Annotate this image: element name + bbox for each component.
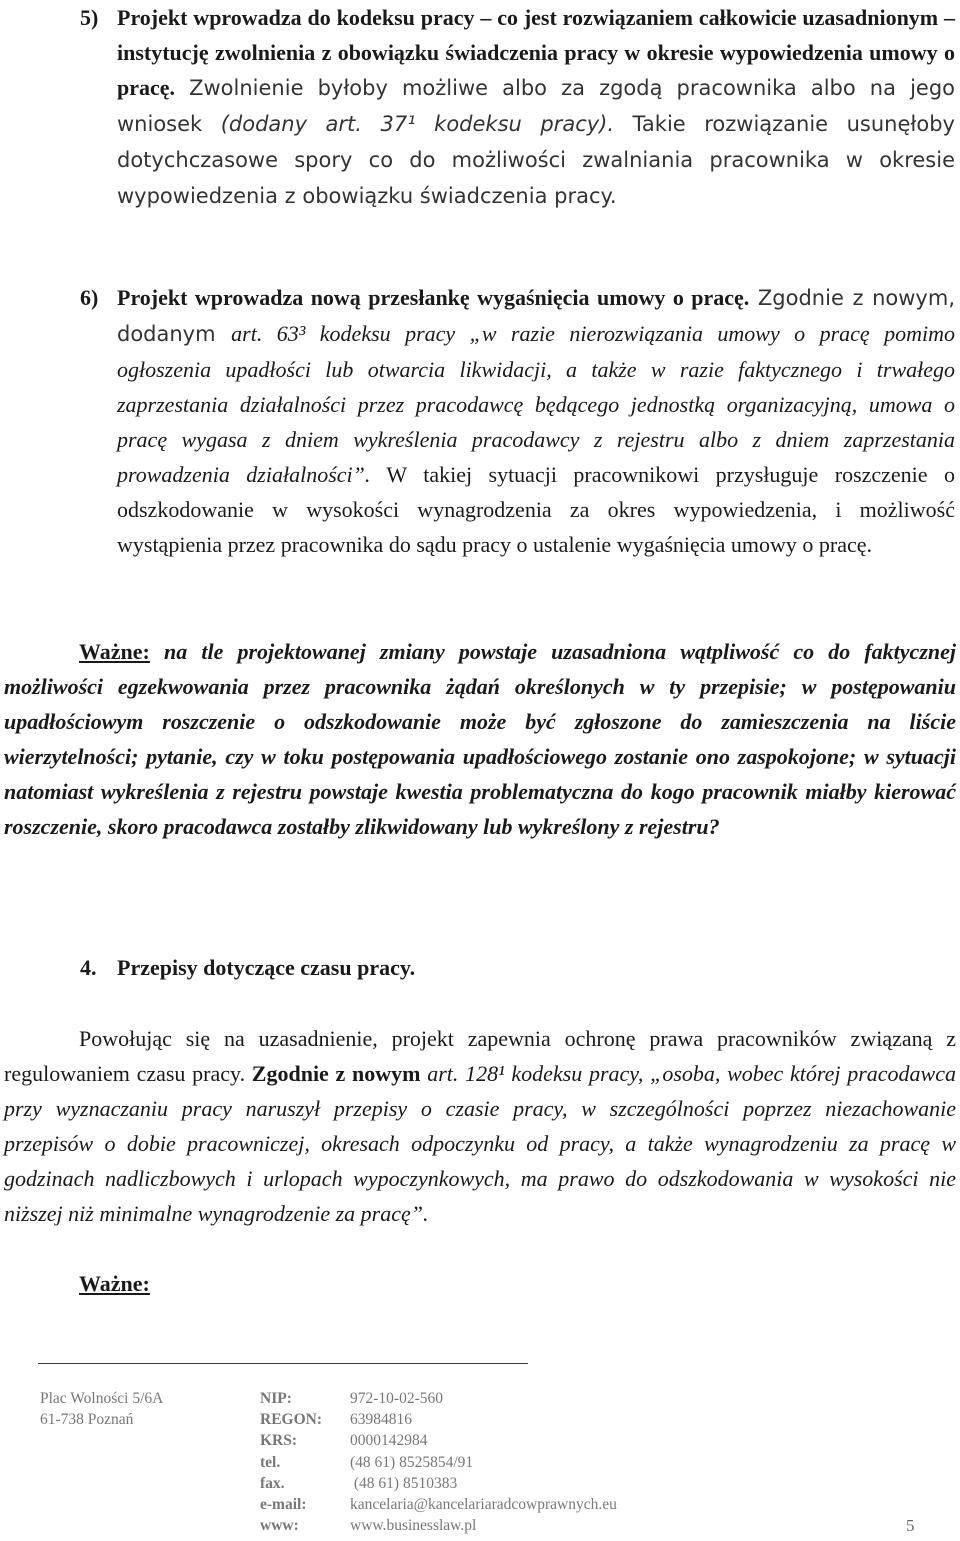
section-4-bold-text: Zgodnie z nowym: [245, 1061, 421, 1086]
item-5-paragraph: [117, 0, 955, 214]
important-note-1-text: na tle projektowanej zmiany powstaje uzasadniona wątpliwość co do faktycznej możliwości egzekwowania przez pracownika żądań określonych w ty przepisie; w postępowaniu upadłościowym roszczenie o odszkodowanie może być zgłoszone do zamieszczenia na liście wierzytelności; pytanie, czy w toku postępowania upadłościowego zostanie ono zaspokojone; w sytuacji natomiast wykreślenia z rejestru powstaje kwestia problematyczna do kogo pracownik miałby kierować roszczenie, skoro pracodawca zostałby zlikwidowany lub wykreślony z rejestru?: [4, 639, 956, 839]
footer-value-tel: (48 61) 8525854/91: [350, 1453, 474, 1471]
item-6-bold-text: Projekt wprowadza nową przesłankę wygaśnięcia umowy o pracę.: [117, 285, 750, 310]
important-label-1: Ważne:: [79, 639, 150, 664]
section-4-quote: art. 128¹ kodeksu pracy, „osoba, wobec której pracodawca przy wyznaczaniu pracy naruszył przepisy o czasie pracy, w szczególności poprzez niezachowanie przepisów o dobie pracowniczej, okresach odpoczynku od pracy, a także wynagrodzeniu za pracę w godzinach nadliczbowych i urlopach wypoczynkowych, ma prawo do odszkodowania w wysokości nie niższej niż minimalne wynagrodzenie za pracę”.: [4, 1061, 956, 1226]
item-6-text: Zgodnie z nowym, dodanym: [117, 286, 955, 346]
footer-label-www: www:: [260, 1517, 299, 1535]
item-5-text-continued: Takie rozwiązanie usunęłoby dotychczasowe spory co do możliwości zwalniania pracownika w okresie wypowiedzenia z obowiązku świadczenia pracy.: [117, 112, 955, 208]
item-6-paragraph: [117, 280, 955, 562]
important-note-2: [4, 1266, 956, 1301]
section-4-title: Przepisy dotyczące czasu pracy.: [117, 955, 416, 980]
footer-label-krs: KRS:: [260, 1432, 298, 1450]
footer-value-nip: 972-10-02-560: [350, 1390, 443, 1407]
footer-value-fax: (48 61) 8510383: [350, 1474, 458, 1492]
footer-value-www[interactable]: www.businesslaw.pl: [350, 1517, 477, 1535]
footer-value-krs: 0000142984: [350, 1432, 428, 1450]
footer-values: [350, 1388, 617, 1536]
item-5-article-ref: (dodany art. 37¹ kodeksu pracy).: [220, 112, 615, 136]
footer-address-line-2: 61-738 Poznań: [40, 1411, 134, 1429]
section-4-number: 4.: [80, 955, 97, 980]
footer-labels: [260, 1388, 322, 1536]
important-label-2: Ważne:: [79, 1271, 150, 1296]
item-6-number: 6): [80, 285, 99, 310]
footer-address-line-1: Plac Wolności 5/6A: [40, 1390, 164, 1407]
item-6-text-continued: W takiej sytuacji pracownikowi przysługuje roszczenie o odszkodowanie w wysokości wynagrodzenia za okres wypowiedzenia, i możliwość wystąpienia przez pracownika do sądu pracy o ustalenie wygaśnięcia umowy o pracę.: [117, 462, 955, 557]
item-5-text: Zwolnienie byłoby możliwe albo za zgodą pracownika albo na jego wniosek: [117, 76, 955, 136]
important-note-1: [4, 634, 956, 844]
footer-value-email[interactable]: kancelaria@kancelariaradcowprawnych.eu: [350, 1496, 617, 1514]
item-5-bold-text: Projekt wprowadza do kodeksu pracy – co jest rozwiązaniem całkowicie uzasadnionym – instytucję zwolnienia z obowiązku świadczenia pracy w okresie wypowiedzenia umowy o pracę.: [117, 5, 955, 100]
footer-address: [40, 1388, 163, 1430]
footer-label-regon: REGON:: [260, 1411, 322, 1429]
section-4-paragraph: [4, 1021, 956, 1231]
item-5-number: 5): [80, 5, 99, 30]
item-6-quote: art. 63³ kodeksu pracy „w razie nierozwiązania umowy o pracę pomimo ogłoszenia upadłości lub otwarcia likwidacji, a także w razie faktycznego i trwałego zaprzestania działalności przez pracodawcę będącego jednostką organizacyjną, umowa o pracę wygasa z dniem wykreślenia pracodawcy z rejestru albo z dniem zaprzestania prowadzenia działalności”.: [117, 321, 955, 487]
page-number: 5: [906, 1516, 915, 1535]
footer-label-email: e-mail:: [260, 1496, 307, 1514]
footer-label-fax: fax.: [260, 1474, 285, 1492]
footer-label-tel: tel.: [260, 1453, 281, 1471]
footer-rule: [38, 1363, 528, 1364]
footer-value-regon: 63984816: [350, 1411, 412, 1429]
footer-label-nip: NIP:: [260, 1390, 292, 1407]
section-4-text: Powołując się na uzasadnienie, projekt zapewnia ochronę prawa pracowników związaną z regulowaniem czasu pracy.: [4, 1026, 956, 1086]
